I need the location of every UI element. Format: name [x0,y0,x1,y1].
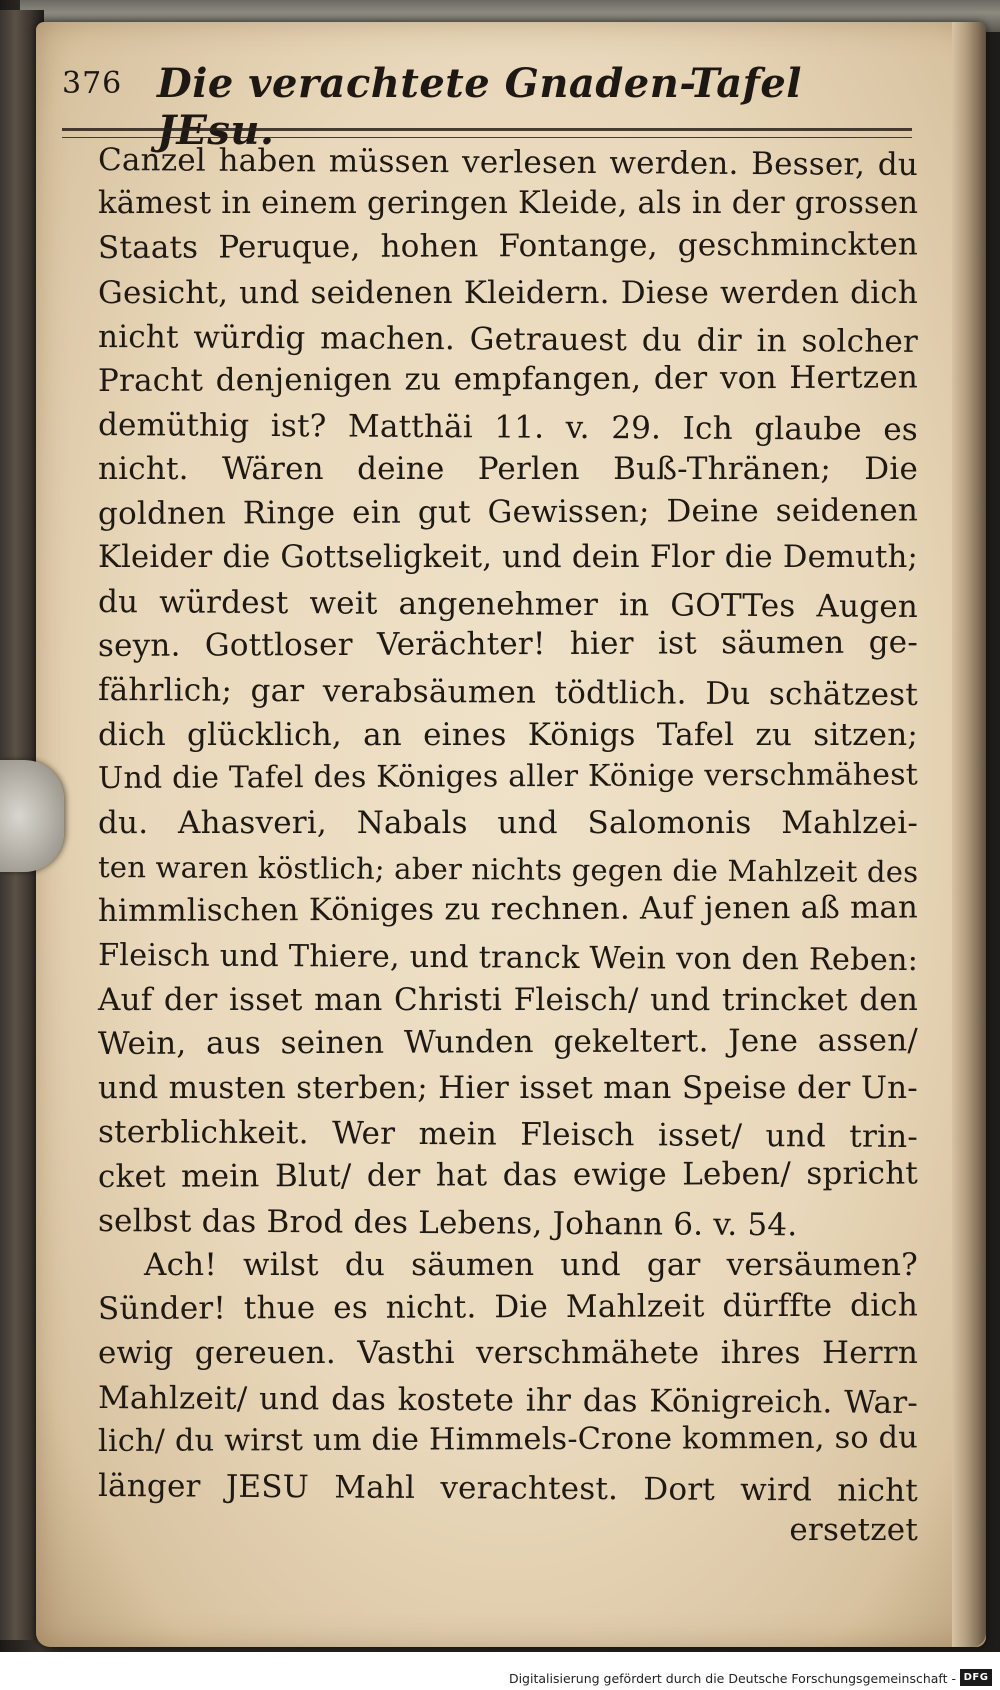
text-line: dich glücklich, an eines Königs Tafel zu sitzen; [98,716,918,753]
text-line: Pracht denjenigen zu empfangen, der von Hertzen [97,359,919,400]
text-line: sterblichkeit. Wer mein Fleisch isset/ und trin- [97,1114,919,1156]
text-line: Ach! wilst du säumen und gar versäumen? [144,1247,918,1284]
running-title: Die verachtete Gnaden-Tafel JEsu. [157,60,803,154]
text-line: Fleisch und Thiere, und tranck Wein von den Reben: [97,937,919,978]
text-line: Mahlzeit/ und das kostete ihr das Königreich. War- [97,1379,919,1421]
page-body-text [98,138,918,1553]
text-line: Auf der isset man Christi Fleisch/ und trincket den [98,981,918,1018]
digitization-credit: Digitalisierung gefördert durch die Deutsche Forschungsgemeinschaft - [508,1671,956,1686]
text-line: Gesicht, und seidenen Kleidern. Diese werden dich [98,274,918,311]
text-line: länger JESU Mahl verachtest. Dort wird nicht [97,1468,919,1510]
header-rule [62,128,912,138]
text-line: Staats Peruque, hohen Fontange, geschminckten [97,226,919,267]
dfg-logo: DFG [960,1669,992,1686]
page-clip [0,760,64,872]
text-line: du würdest weit angenehmer in GOTTes Augen [97,584,919,626]
catchword: ersetzet [789,1512,918,1549]
page-number: 376 [62,66,123,101]
text-line: du. Ahasveri, Nabals und Salomonis Mahlzei- [98,805,918,842]
text-line: nicht würdig machen. Getrauest du dir in solcher [97,318,919,360]
text-line: fährlich; gar verabsäumen tödtlich. Du schätzest [97,672,919,714]
page-edge-shadow [952,22,986,1647]
page-header [62,58,902,154]
text-line: ten waren köstlich; aber nichts gegen die Mahlzeit des [97,850,919,890]
text-line: himmlischen Königes zu rechnen. Auf jenen aß man [97,889,919,930]
text-line: Und die Tafel des Königes aller Könige verschmähest [97,757,919,796]
text-line: nicht. Wären deine Perlen Buß-Thränen; Die [98,451,918,488]
text-line: Kleider die Gottseligkeit, und dein Flor die Demuth; [98,539,918,575]
text-line: Canzel haben müssen verlesen werden. Besser, du [97,142,919,184]
text-line: ewig gereuen. Vasthi verschmähete ihres Herrn [98,1335,918,1372]
text-line: goldnen Ringe ein gut Gewissen; Deine seidenen [97,492,919,532]
text-line: Wein, aus seinen Wunden gekeltert. Jene assen/ [97,1022,919,1063]
text-line: Sünder! thue es nicht. Die Mahlzeit dürffte dich [97,1287,919,1328]
text-line: lich/ du wirst um die Himmels-Crone kommen, so du [97,1420,919,1459]
text-line: demüthig ist? Matthäi 11. v. 29. Ich glaube es [97,407,919,449]
text-line: selbst das Brod des Lebens, Johann 6. v. 54. [97,1202,798,1244]
text-line: cket mein Blut/ der hat das ewige Leben/ spricht [97,1155,919,1195]
text-line: und musten sterben; Hier isset man Speise der Un- [98,1070,918,1107]
text-line: seyn. Gottloser Verächter! hier ist säumen ge- [97,624,919,665]
text-line: kämest in einem geringen Kleide, als in der grossen [98,186,919,222]
